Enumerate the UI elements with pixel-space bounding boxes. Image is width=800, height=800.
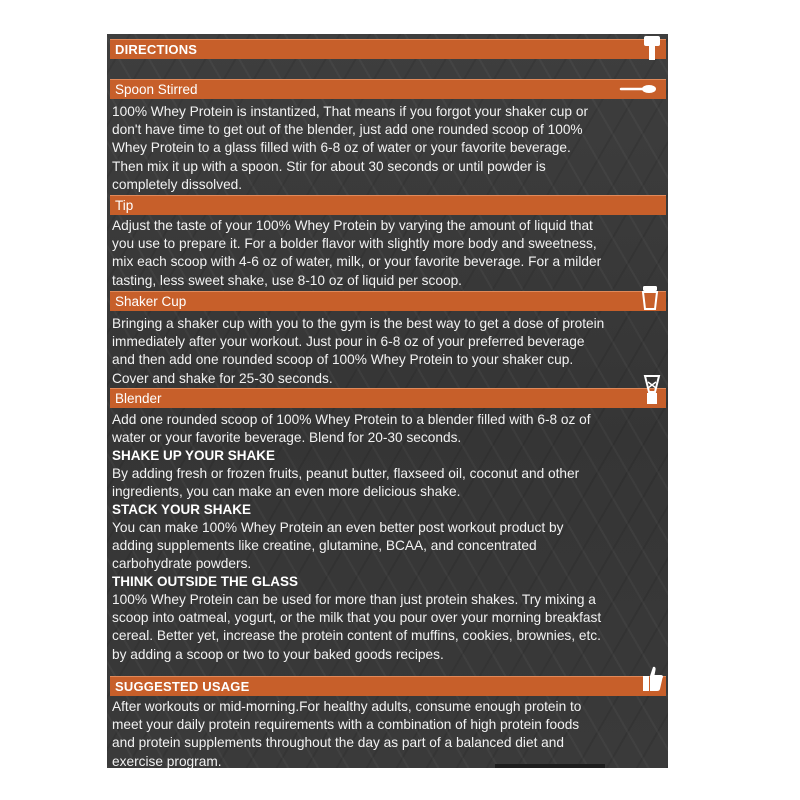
text-line: by adding a scoop or two to your baked goods recipes.: [112, 646, 444, 662]
text-line: Whey Protein to a glass filled with 6-8 oz of water or your favorite beverage.: [112, 140, 571, 156]
text-line: ingredients, you can make an even more delicious shake.: [112, 484, 461, 500]
text-line: 100% Whey Protein is instantized, That means if you forgot your shaker cup or: [112, 104, 589, 119]
suggested-usage-header: [110, 676, 666, 696]
directions-title: DIRECTIONS: [115, 42, 198, 57]
text-line: Then mix it up with a spoon. Stir for about 30 seconds or until powder is: [112, 158, 546, 174]
section-body-spoon-stirred: [112, 103, 668, 194]
tool-icon: [640, 34, 664, 62]
text-line: Adjust the taste of your 100% Whey Protein by varying the amount of liquid that: [112, 218, 593, 233]
section-header-shaker-cup: [110, 291, 666, 311]
tip-body-stack: [112, 519, 668, 574]
text-line: water or your favorite beverage. Blend for 20-30 seconds.: [112, 430, 462, 446]
section-title: Tip: [115, 198, 134, 213]
text-line: you use to prepare it. For a bolder flavor with slightly more body and sweetness,: [112, 236, 597, 252]
text-line: adding supplements like creatine, glutamine, BCAA, and concentrated: [112, 538, 537, 554]
text-line: don't have time to get out of the blender, just add one rounded scoop of 100%: [112, 122, 583, 138]
directions-header: [110, 39, 666, 59]
tip-heading-shake-up: SHAKE UP YOUR SHAKE: [112, 448, 276, 463]
text-line: 100% Whey Protein can be used for more than just protein shakes. Try mixing a: [112, 592, 596, 607]
section-body-shaker-cup: [112, 315, 668, 388]
text-line: You can make 100% Whey Protein an even better post workout product by: [112, 520, 564, 535]
tip-body-shake-up: [112, 465, 668, 501]
blender-icon: [642, 374, 662, 406]
text-line: meet your daily protein requirements with a combination of high protein foods: [112, 717, 580, 733]
text-line: By adding fresh or frozen fruits, peanut butter, flaxseed oil, coconut and other: [112, 466, 580, 481]
text-line: exercise program.: [112, 753, 222, 768]
suggested-usage-title: SUGGESTED USAGE: [115, 679, 250, 694]
shaker-cup-icon: [640, 285, 660, 311]
text-line: and then add one rounded scoop of 100% Whey Protein to your shaker cup.: [112, 352, 574, 368]
text-line: immediately after your workout. Just pour in 6-8 oz of your preferred beverage: [112, 334, 585, 350]
spoon-icon: [619, 82, 657, 96]
text-line: cereal. Better yet, increase the protein content of muffins, cookies, brownies, etc.: [112, 628, 601, 644]
section-title: Spoon Stirred: [115, 82, 198, 97]
text-line: mix each scoop with 4-6 oz of water, milk, or your favorite beverage. For a milder: [112, 254, 602, 270]
section-title: Shaker Cup: [115, 294, 187, 309]
text-line: After workouts or mid-morning.For healthy adults, consume enough protein to: [112, 699, 582, 714]
thumbs-up-icon: [641, 664, 665, 694]
directions-panel: [107, 34, 668, 768]
section-header-tip: [110, 195, 666, 215]
decorative-box: [495, 764, 605, 768]
section-title: Blender: [115, 391, 162, 406]
text-line: and protein supplements throughout the day as part of a balanced diet and: [112, 735, 565, 751]
text-line: Cover and shake for 25-30 seconds.: [112, 370, 333, 386]
text-line: Add one rounded scoop of 100% Whey Protein to a blender filled with 6-8 oz of: [112, 412, 591, 427]
section-header-spoon-stirred: [110, 79, 666, 99]
text-line: tasting, less sweet shake, use 8-10 oz of liquid per scoop.: [112, 272, 462, 288]
suggested-usage-body: [112, 698, 668, 768]
text-line: completely dissolved.: [112, 176, 243, 192]
text-line: carbohydrate powders.: [112, 556, 252, 572]
tip-heading-stack: STACK YOUR SHAKE: [112, 502, 252, 517]
section-header-blender: [110, 388, 666, 408]
text-line: scoop into oatmeal, yogurt, or the milk that you pour over your morning breakfast: [112, 610, 602, 626]
tip-body-think-outside: [112, 591, 668, 664]
section-body-tip: [112, 217, 668, 290]
text-line: Bringing a shaker cup with you to the gym is the best way to get a dose of protein: [112, 316, 605, 331]
section-body-blender: [112, 411, 668, 447]
tip-heading-think-outside: THINK OUTSIDE THE GLASS: [112, 574, 299, 589]
